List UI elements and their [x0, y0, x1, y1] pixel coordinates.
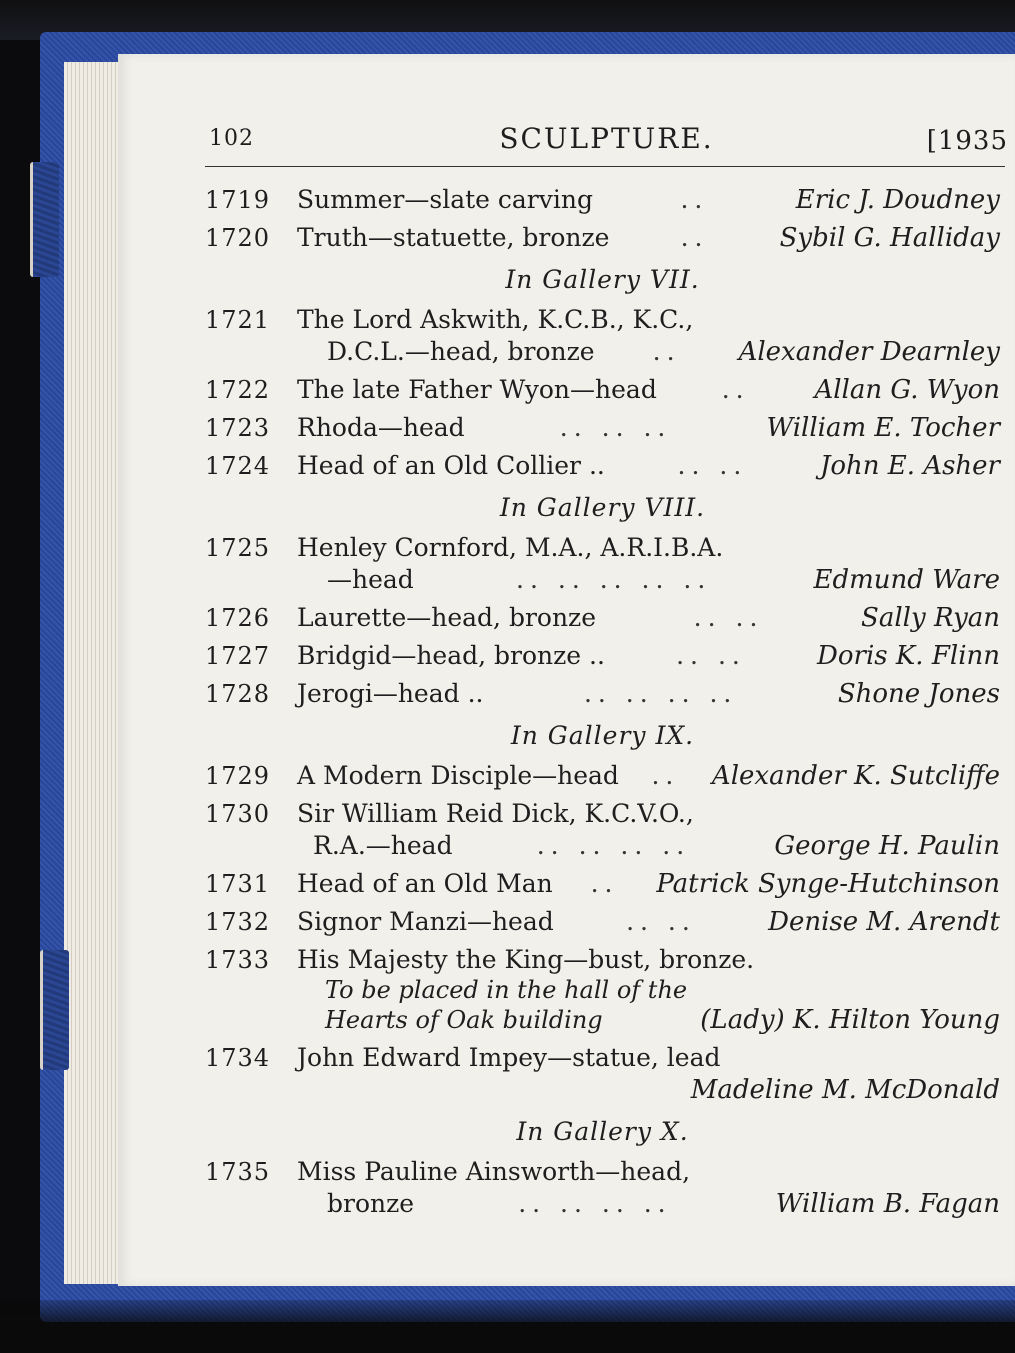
list-item	[205, 868, 1000, 900]
list-item	[205, 532, 1000, 596]
binding-tab-top	[30, 162, 59, 277]
leader-dots: ..	[680, 223, 709, 252]
entry-title: His Majesty the King—bust, bronze.	[297, 945, 755, 974]
section-title: SCULPTURE.	[499, 122, 714, 155]
entry-number: 1720	[205, 224, 271, 252]
entry-artist: Denise M. Arendt	[768, 907, 1000, 937]
leader-dots: .. ..	[626, 907, 696, 936]
entry-artist: Madeline M. McDonald	[690, 1075, 1000, 1105]
entry-artist: William E. Tocher	[766, 413, 1000, 443]
leader-dots: .. ..	[677, 451, 748, 480]
leader-dots: ..	[721, 375, 750, 404]
entry-number: 1734	[205, 1044, 271, 1072]
header-rule	[205, 166, 1005, 167]
gallery-heading: In Gallery IX.	[510, 721, 695, 750]
entry-artist: John E. Asher	[819, 451, 1000, 481]
gallery-heading: In Gallery VIII.	[499, 493, 706, 522]
list-item	[205, 798, 1000, 862]
leader-dots: .. .. .. .. ..	[516, 565, 712, 594]
entry-number: 1726	[205, 604, 271, 632]
entry-number: 1733	[205, 946, 271, 974]
entry-number: 1719	[205, 186, 271, 214]
entry-number: 1731	[205, 870, 271, 898]
entry-artist: Sally Ryan	[861, 603, 1000, 633]
entry-number: 1722	[205, 376, 271, 404]
leader-dots: .. .. .. ..	[518, 1189, 672, 1218]
entry-number: 1727	[205, 642, 271, 670]
leader-dots: ..	[652, 337, 681, 366]
entry-title-continued: D.C.L.—head, bronze	[327, 337, 595, 366]
binding-tab-bottom	[40, 950, 69, 1070]
entry-artist: Sybil G. Halliday	[779, 223, 1000, 253]
entry-number: 1732	[205, 908, 271, 936]
page-edges	[64, 62, 124, 1284]
entry-artist: Patrick Synge-Hutchinson	[656, 869, 1000, 899]
entry-title: John Edward Impey—statue, lead	[297, 1043, 721, 1072]
entry-title: The late Father Wyon—head	[297, 375, 657, 404]
entry-number: 1723	[205, 414, 271, 442]
entry-artist: Edmund Ware	[813, 565, 1000, 595]
entry-artist: Eric J. Doudney	[795, 185, 1000, 215]
entry-artist: Shone Jones	[837, 679, 1000, 709]
entry-number: 1721	[205, 306, 271, 334]
list-item	[205, 1156, 1000, 1220]
entry-title: Truth—statuette, bronze	[297, 223, 610, 252]
entry-title: Jerogi—head ..	[297, 679, 484, 708]
entry-title: Bridgid—head, bronze ..	[297, 641, 605, 670]
leader-dots: .. .. .. ..	[536, 831, 691, 860]
entry-artist: (Lady) K. Hilton Young	[700, 1005, 1000, 1035]
entry-title-continued: —head	[327, 565, 414, 594]
entry-title: Summer—slate carving	[297, 185, 593, 214]
entry-title: A Modern Disciple—head	[297, 761, 619, 790]
list-item	[205, 222, 1000, 254]
list-item	[205, 640, 1000, 672]
entry-note-continued: Hearts of Oak building	[325, 1006, 603, 1034]
entry-number: 1728	[205, 680, 271, 708]
entry-number: 1725	[205, 534, 271, 562]
list-item	[205, 304, 1000, 368]
leader-dots: .. ..	[693, 603, 764, 632]
entry-number: 1735	[205, 1158, 271, 1186]
entry-number: 1729	[205, 762, 271, 790]
entry-number: 1730	[205, 800, 271, 828]
list-item	[205, 760, 1000, 792]
page-header	[205, 120, 1008, 160]
entry-title: Sir William Reid Dick, K.C.V.O.,	[297, 799, 694, 828]
entry-title: Rhoda—head	[297, 413, 465, 442]
entry-artist: Doris K. Flinn	[817, 641, 1000, 671]
gallery-heading: In Gallery X.	[516, 1117, 689, 1146]
bottom-shadow	[0, 1300, 1015, 1353]
entry-title: Laurette—head, bronze	[297, 603, 597, 632]
list-item	[205, 678, 1000, 710]
leader-dots: ..	[590, 869, 619, 898]
entry-artist: Allan G. Wyon	[814, 375, 1000, 405]
list-item	[205, 184, 1000, 216]
catalogue-list	[205, 184, 1000, 1226]
entry-number: 1724	[205, 452, 271, 480]
leader-dots: .. .. ..	[559, 413, 672, 442]
entry-note: To be placed in the hall of the	[325, 976, 688, 1004]
entry-title: Head of an Old Man	[297, 869, 553, 898]
entry-title: Miss Pauline Ainsworth—head,	[297, 1157, 691, 1186]
leader-dots: .. .. .. ..	[583, 679, 738, 708]
entry-title-continued: bronze	[327, 1189, 415, 1218]
gallery-heading: In Gallery VII.	[505, 265, 700, 294]
list-item	[205, 412, 1000, 444]
list-item	[205, 374, 1000, 406]
list-item	[205, 1042, 1000, 1106]
entry-title: Head of an Old Collier ..	[297, 451, 605, 480]
entry-artist: Alexander K. Sutcliffe	[711, 761, 1000, 791]
entry-title: Signor Manzi—head	[297, 907, 554, 936]
leader-dots: .. ..	[676, 641, 746, 670]
list-item	[205, 906, 1000, 938]
entry-artist: William B. Fagan	[775, 1189, 1000, 1219]
leader-dots: ..	[651, 761, 680, 790]
entry-artist: Alexander Dearnley	[738, 337, 1000, 367]
entry-title-continued: R.A.—head	[313, 831, 453, 860]
leader-dots: ..	[680, 185, 709, 214]
entry-title: Henley Cornford, M.A., A.R.I.B.A.	[297, 533, 724, 562]
list-item	[205, 450, 1000, 482]
entry-artist: George H. Paulin	[774, 831, 1000, 861]
year-label: [1935	[926, 126, 1008, 156]
page-number: 102	[209, 126, 254, 151]
list-item	[205, 602, 1000, 634]
list-item	[205, 944, 1000, 1036]
entry-title: The Lord Askwith, K.C.B., K.C.,	[297, 305, 694, 334]
